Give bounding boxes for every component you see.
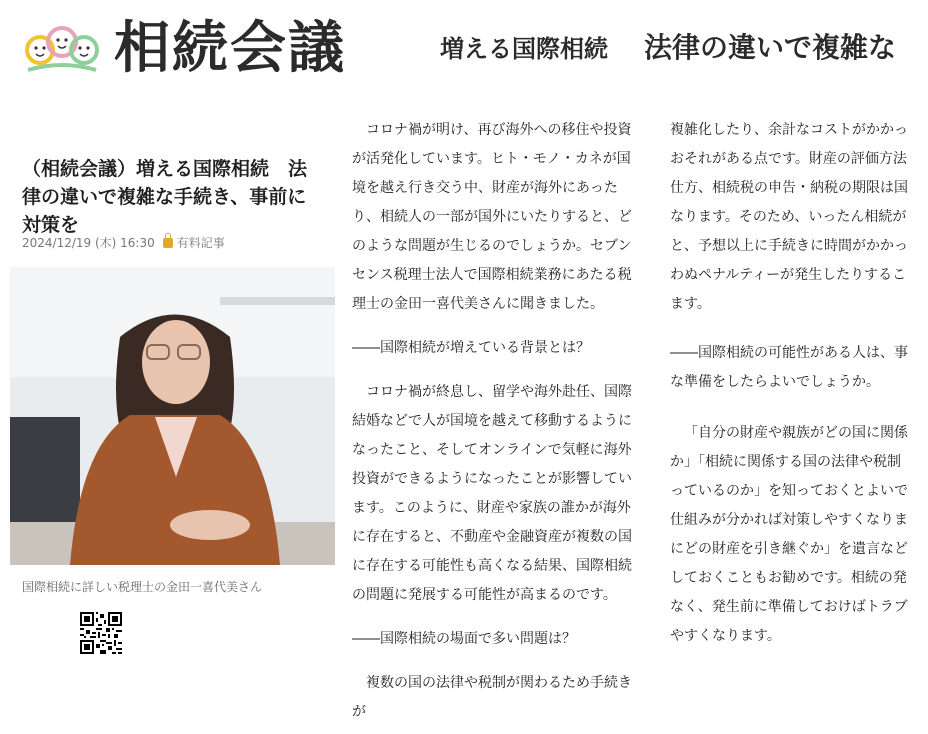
text-line: な準備をしたらよいでしょうか。 xyxy=(670,374,880,390)
text-line: わぬペナルティーが発生したりするこ xyxy=(670,267,907,283)
text-line: と、予想以上に手続きに時間がかかっ xyxy=(670,238,908,254)
logo-text: 相続会議 xyxy=(114,15,346,81)
text-line: 仕組みが分かれば対策しやすくなりま xyxy=(670,512,908,528)
article-body-column-2 xyxy=(352,116,644,727)
text-line: なります。そのため、いったん相続が xyxy=(670,209,907,225)
body-paragraph: コロナ禍が終息し、留学や海外赴任、国際結婚などで人が国境を越えて移動するようになったこと、そしてオンラインで気軽に海外投資ができるようになったことが影響しています。このように、財産や家族の誰かが海外に存在すると、不動産や金融資産が複数の国に存在する可能性も高くなる結果、国際相続の問題に発展する可能性が高まるのです。 xyxy=(352,384,632,603)
text-line: しておくこともお勧めです。相続の発 xyxy=(670,570,907,586)
text-line: ます。 xyxy=(670,296,711,312)
question-heading xyxy=(670,339,928,397)
text-line: 「自分の財産や親族がどの国に関係 xyxy=(684,425,908,441)
text-line: にどの財産を引き継ぐか」を遺言など xyxy=(670,541,908,557)
top-headline xyxy=(440,26,896,66)
body-paragraph: コロナ禍が明け、再び海外への移住や投資が活発化しています。ヒト・モノ・カネが国境を越え行き交う中、財産が海外にあったり、相続人の一部が国外にいたりすると、どのような問題が生じるのでしょうか。セブンセンス税理士法人で国際相続業務にあたる税理士の金田一喜代美さんに聞きました。 xyxy=(352,122,632,312)
body-paragraph xyxy=(670,419,928,651)
question-heading: ――国際相続の場面で多い問題は？ xyxy=(352,631,576,647)
text-line: っているのか」を知っておくとよいで xyxy=(670,483,908,499)
photo-caption: 国際相続に詳しい税理士の金田一喜代美さん xyxy=(22,580,263,594)
text-line: おそれがある点です。財産の評価方法 xyxy=(670,151,907,167)
logo-faces-icon xyxy=(24,18,100,78)
question-heading: ――国際相続が増えている背景とは？ xyxy=(352,340,590,356)
lock-icon xyxy=(163,238,173,248)
top-headline-part2: 法律の違いで複雑な xyxy=(644,31,897,64)
article-photo xyxy=(10,267,335,565)
text-line: 複雑化したり、余計なコストがかかっ xyxy=(670,122,908,138)
article-title: （相続会議）増える国際相続 法律の違いで複雑な手続き、事前に対策を xyxy=(22,157,308,236)
article-meta xyxy=(22,234,225,251)
text-line: なく、発生前に準備しておけばトラブ xyxy=(670,599,908,615)
text-line: 仕方、相続税の申告・納税の期限は国 xyxy=(670,180,908,196)
text-line: か」「相続に関係する国の法律や税制 xyxy=(670,454,901,470)
text-line: ――国際相続の可能性がある人は、事 xyxy=(670,345,908,361)
text-line: やすくなります。 xyxy=(670,628,781,644)
article-datetime: 2024/12/19 (木) 16:30 xyxy=(22,236,155,250)
site-logo[interactable] xyxy=(24,16,346,80)
body-paragraph xyxy=(670,116,928,319)
top-headline-part1: 増える国際相続 xyxy=(440,34,608,63)
body-paragraph: 複数の国の法律や税制が関わるため手続きが xyxy=(352,675,632,720)
qr-code-icon[interactable] xyxy=(80,612,122,654)
paid-article-label: 有料記事 xyxy=(176,236,225,250)
article-body-column-3 xyxy=(670,116,928,651)
